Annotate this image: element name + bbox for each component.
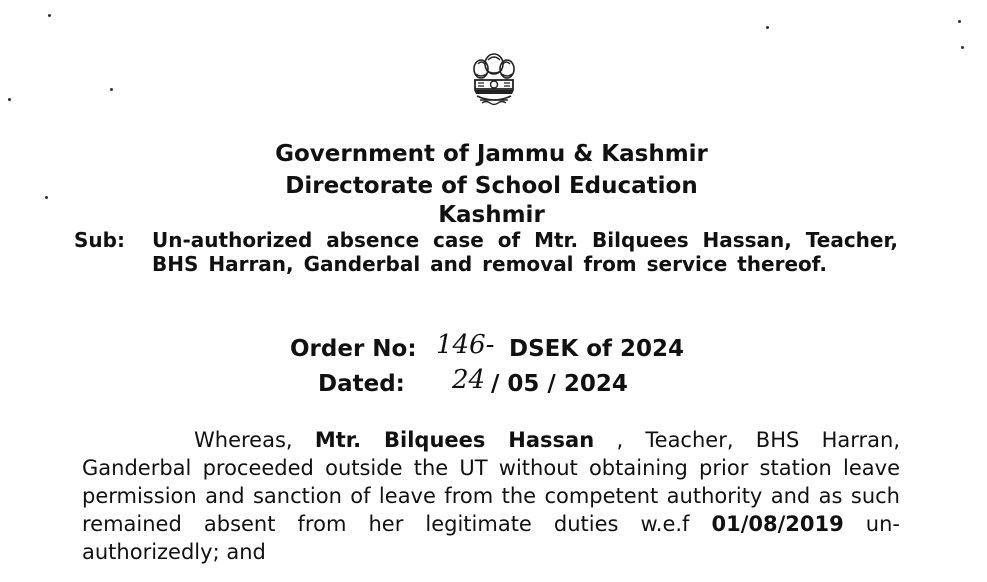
body-paragraph — [82, 426, 900, 566]
scan-speck — [48, 14, 51, 17]
scan-speck — [8, 98, 11, 101]
paragraph-text-start: Whereas, — [194, 428, 315, 452]
header-directorate: Directorate of School Education — [285, 173, 698, 199]
order-number-label: Order No: — [290, 336, 417, 362]
subject-label: Sub: — [74, 228, 125, 252]
paragraph-text-end: un-authorizedly; and — [82, 512, 901, 564]
absence-date: 01/08/2019 — [711, 512, 844, 536]
scan-speck — [961, 46, 964, 49]
scan-speck — [45, 196, 48, 199]
subject-text: Un-authorized absence case of Mtr. Bilquees Hassan, Teacher, BHS Harran, Ganderbal and removal from service thereof. — [152, 228, 898, 276]
dated-label: Dated: — [318, 371, 405, 397]
teacher-name: Mtr. Bilquees Hassan — [314, 428, 595, 452]
scan-speck — [766, 26, 769, 29]
scan-speck — [110, 88, 113, 91]
state-emblem-icon — [466, 50, 522, 112]
dated-day-handwritten: 24 — [452, 365, 486, 395]
order-number-suffix: DSEK of 2024 — [509, 336, 685, 362]
order-number-handwritten: 146- — [436, 330, 495, 360]
header-region: Kashmir — [438, 202, 545, 228]
scan-speck — [958, 20, 961, 23]
paragraph-text-middle: , Teacher, BHS Harran, Ganderbal proceeded outside the UT without obtaining prior station leave permission and sanction of leave from the competent authority and as such remained absent from her legitimate duties w.e.f — [82, 428, 900, 536]
header-government: Government of Jammu & Kashmir — [275, 141, 708, 167]
dated-month-year: / 05 / 2024 — [491, 371, 628, 397]
